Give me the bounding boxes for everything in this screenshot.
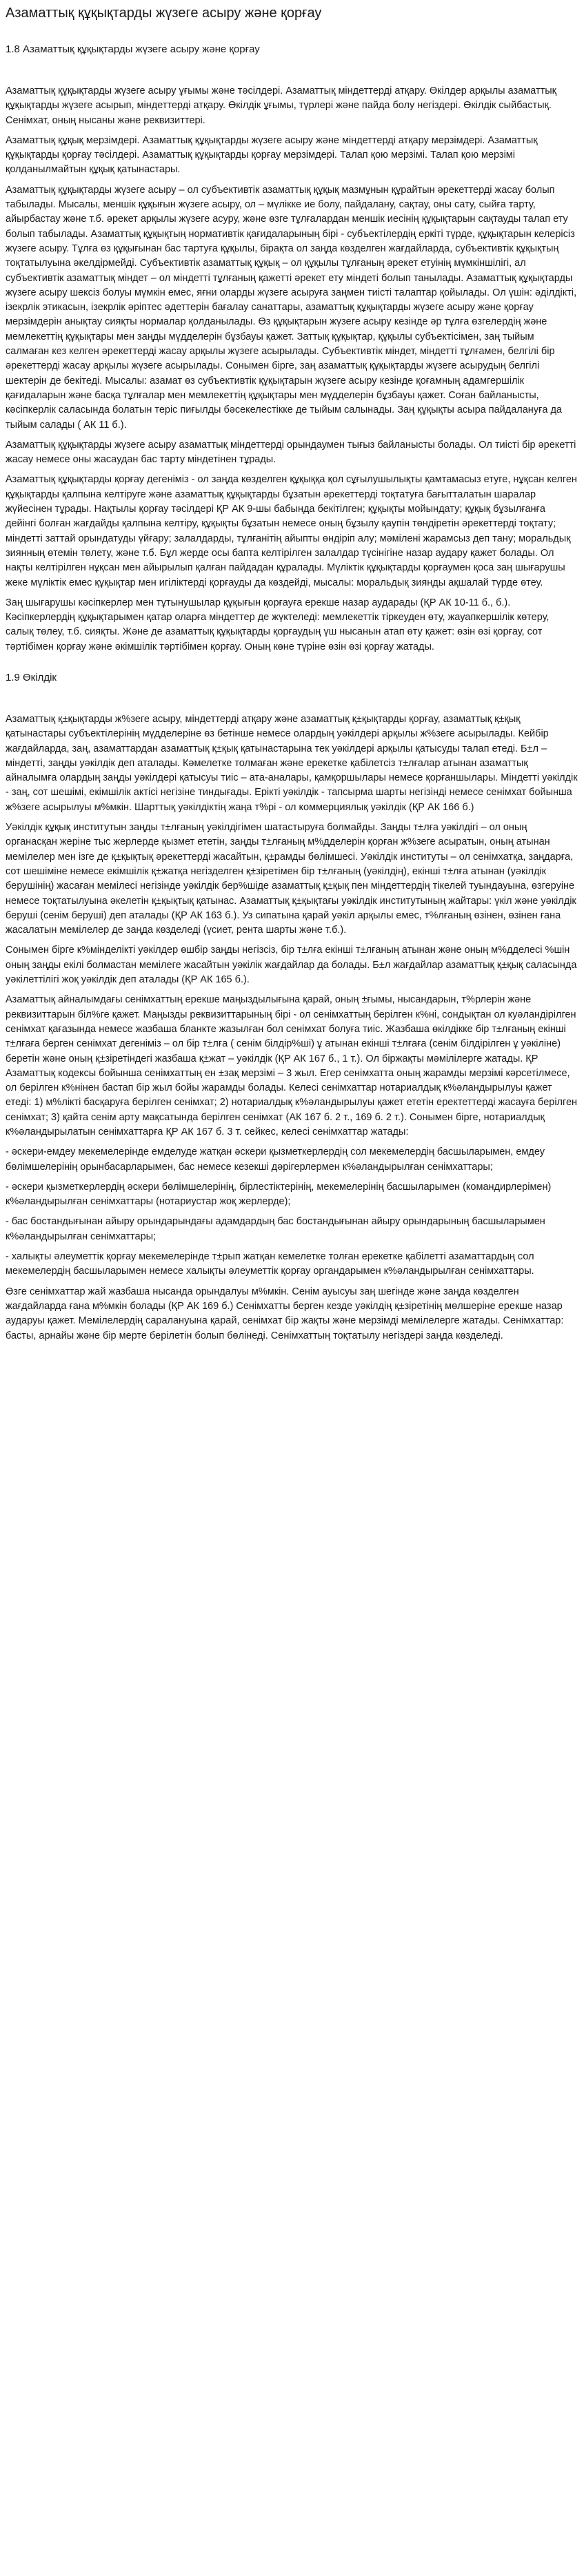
- list-item: - әскери-емдеу мекемелерінде емделуде жатқан әскери қызметкерлердің сол мекемелердің басшыларымен, емдеу бөлімшелерінің орынбасарларымен, бас немесе кезекші дәрігерлермен к%әландырылған сенімхаттары;: [6, 1146, 545, 1173]
- paragraph: Азаматтық қ±қықтарды ж%зеге асыру, міндеттерді атқару және азаматтық қ±қықтарды қорғау, азаматтық қ±қық қатынастары субъектілерінің мүдделеріне өз бетінше немесе олардың уәкілдері арқылы ж%зеге асырылады. Кейбір жағдайларда, заң, азаматтардан азаматтық қ±қық қатынастарына тек уәкілдері арқылы қатысуды талап етеді. Б±л – міндетті, заңды уәкілдік деп аталады. Кәмелетке толмаған және ерекетке қабілетсіз т±лғалар атынан азаматтық айналымға олардың заңды уәкілдері қатысуы тиіс – ата-аналары, қамқоршылары немесе қорғаншылары. Міндетті уәкілдік - заң, сот шешімі, екімшілік актісі негізіне тиндығады. Ерікті уәкілдік - тапсырма шарты негізінді немесе сенімхат бойынша ж%зеге асырылуы м%мкін. Шарттық уәкілдіктің жаңа т%рі - ол коммерциялық уәкілдік (ҚР АК 166 б.): [6, 713, 578, 813]
- list-item: - әскери қызметкерлердің әскери бөлімшелерінің, бірлестіктерінің, мекемелерінің басшыларымен (командирлерімен) к%әландырылған сенімхаттары (нотариустар жоқ жерлерде);: [6, 1181, 552, 1208]
- section-heading: 1.8 Азаматтық құқықтарды жүзеге асыру және қорғау: [6, 43, 260, 55]
- list-item: - бас бостандығынан айыру орындарындағы адамдардың бас бостандығынан айыру орындарының басшыларымен к%әландырылған сенімхаттары;: [6, 1216, 545, 1242]
- paragraph: Сонымен бірге к%мінделікті уәкілдер өшбір заңды негізсіз, бір т±лға екінші т±лғаның атынан және оның м%дделесі %шін оның заңды екілі болмастан мемілеге жасайтын уәкілік жағдайлар да болады. Б±л жағдайлар азаматтық қ±қық саласында уәкілеттілігі жоқ уәкілдік деп аталады (ҚР АК 165 б.).: [6, 945, 577, 986]
- list-item: - халықты әлеуметтік қорғау мекемелерінде т±рып жатқан кемелетке толған ерекетке қабілетті азаматтардың сол мекемелердің басшыларымен немесе халықты әлеуметтік қорғау органдарымен к%әландырылған сенімхаттары.: [6, 1251, 534, 1277]
- paragraph: Өзге сенімхаттар жай жазбаша нысанда орындалуы м%мкін. Сенім ауысуы заң шегінде және заңда көзделген жағдайларда ғана м%мкін болады (ҚР АК 169 б.) Сенімхатты берген кезде уәкілдің қ±зіретінің мөлшеріне ерекше назар аударуы қажет. Мемілелердің саралануына қарай, сенімхат бір жақты және мерзімді мемілелерге жатады. Сенімхаттар: басты, арнайы және бір мерте берілетін болып бөлінеді. Сенімхаттың тоқтатылу негіздері заңда көзделеді.: [6, 1286, 564, 1341]
- paragraph: Азаматтық құқық мерзімдері. Азаматтық құқықтарды жүзеге асыру және міндеттерді атқару мерзімдері. Азаматтық құқықтарды қорғау тәсілдері. Азаматтық құқықтарды қорғау мерзімдері. Талап қою мерзімі. Талап қою мерзімі қолданылмайтын құқық қатынастары.: [6, 134, 538, 176]
- paragraph: Заң шығарушы кәсіпкерлер мен тұтынушылар құқығын қорғауға ерекше назар аударады (ҚР АК 10-11 б., б.). Кәсіпкерлердің құқықтарымен қатар оларға міндеттер де жүктеледі: мемлекеттік тіркеуден өту, жауапкершілік көтеру, салық төлеу, т.б. сияқты. Және де азаматтық құқықтарды қорғаудың үш нысанын атап өту қажет: өзін өзі қорғау, сот тәртібімен қорғау және әкімшілік тәртібімен қорғау. Оның көне түріне өзін өзі қорғау жатады.: [6, 597, 550, 652]
- section-1-8: [6, 43, 578, 655]
- paragraph: Уәкілдік құқық институтын заңды т±лғаның уәкілдігімен шатастыруға болмайды. Заңды т±лға уәкілдігі – ол оның органасқан жеріне тыс жерлерде қызмет ететін, заңды т±лғаның м%дделерін қорған ж%зеге асыратын, оның атынан мемілелер мен ізге де қ±қықтық әрекеттерді жасайтын, қ±рамды бөлімшесі. Уәкілдік институты – ол сенімхатқа, заңдарға, сот шешіміне немесе екімшілік қ±жатқа негізделген қ±зіретімен бір т±лғаның (уәкілдің), екінші т±лға атынан (уәкілдік берушінің) жасаған мемілесі негізінде уәкілдік бер%шіде азаматтық қ±қық пен міндеттердің тікелей туындауына, өзгеруіне немесе тоқтатылуына әкелетін қ±қықтық қатынас. Азаматтық қ±қықтағы уәкілдік институтының жайтары: үкіл және уәкілдік беруші (сенім беруші) деп аталады (ҚР АК 163 б.). Уз сипатына қарай уәкіл арқылы емес, т%лғаның өзінен, өзінен ғана жасалатын мемілелер де заңда көзделеді (үсиет, рента шарты және т.б.).: [6, 822, 576, 936]
- paragraph: Азаматтық құқықтарды жүзеге асыру – ол субъективтік азаматтық құқық мазмұнын құрайтын әрекеттерді жасау болып табылады. Мысалы, меншік құқығын жүзеге асыру, ол – мүлікке ие болу, пайдалану, сақтау, оны сату, сыйға тарту, айырбастау және т.б. әрекет арқылы жүзеге асуру, және өзге тұлғалардан меншік иесінің құқықтарын сақтауды талап ету болып табылады. Азаматтық құқықтың нормативтік қағидаларының бірі - субъектілердің еркіті түрде, құқықтарын келерісіз жүзеге асыру. Тұлға өз құқығынан бас тартуға құқылы, бірақта ол заңда көзделген жағдайларда, субъективтік құқықтың тоқтатылуына әкелдірмейді. Субъективтік азаматтық құқық – ол құқылы тұлғаның әрекет етуінің мүмкіншілігі, ал субъективтік азаматтық міндет – ол міндетті тұлғаның қажетті әрекет ету міндеті болып танылады. Азаматтық құқықтарды жүзеге асыру шексіз болуы мүмкін емес, яғни оларды жүзеге асыруға заңмен тиісті талаптар қойылады. Ол үшін: әділдікті, ізекрлік этикасын, ізекрлік әріптес әдеттерін бағалау санаттары, азаматтық құқықтарды жүзеге асыру және қорғау мерзімдерін анықтау сияқты нормалар қолданылады. Өз құқықтарын жүзеге асыру кезінде әр тұлға өзгелердің және мемлекеттің құқықтары мен заңды мүдделерін бұзбауы қажет. Заттық құқықтар, құқылы субъектісімен, заң тыйым салмаған кез келген әрекеттерді жасау арқылы жүзеге асырылады. Субъективтік міндет, міндетті тұлғамен, белгілі бір әрекеттерді жасау арқылы жүзеге асырылады. Сонымен бірге, заң азаматтық құқықтарды жүзеге асырудың белгілі шектерін де бекітеді. Мысалы: азамат өз субъективтік құқықтарын жүзеге асыру кезінде қоғамның адамгершілік қағидаларын және басқа тұлғалар мен мемлекеттің құқықтары мен мүдделерін бұзбауы қажет. Соған байланысты, кәсіпкерлік саласында болатын теріс пиғылды бәсекелестікке де тыйым салынады. Заң құқықты асыра пайдалануға да тыйым салады ( АК 11 б.).: [6, 184, 577, 431]
- section-1-9: [6, 671, 578, 1343]
- section-heading: 1.9 Өкілдік: [6, 671, 57, 683]
- paragraph: Азаматтық құқықтарды қорғау дегеніміз - ол заңда көзделген құқыққа қол сұғылушылықты қамтамасыз етуге, нұқсан келген құқықтарды қалпына келтіруге және азаматтық құқықтарды бұзатын әрекеттерді тоқтатуға бағытталатын шаралар жүйесінен тұрады. Нақтылы қорғау тәсілдері ҚР АК 9-шы бабында бекітілген; құқықты мойындату; құқық бұзылғанға дейінгі болған жағдайды қалпына келтіру, құқықты бұзатын немесе оның бұзылу қаупін төндіретін әрекеттерді тоқтату; міндетті заттай орындатуды үйғару; залалдарды, тұлғанітің айыпты өндіріп алу; мәмілені жарамсыз деп тану; моральдық зиянның өтемін төлету, және т.б. Бұл жерде осы бапта келтірілген залалдар түсінігіне назар аудару қажет болады. Ол нақты келтірілген нұқсан мен айырылып қалған пайдадан құралады. Мүліктік құқықтарды қорғаумен қоса заң шығарушы жеке мүліктік емес құқықтар мен игіліктерді қорғауды да көздейді, мысалы: моральдық зиянды ақшалай түрде өтеу.: [6, 474, 577, 588]
- document-title: Азаматтық құқықтарды жүзеге асыру және қорғау: [6, 6, 322, 21]
- paragraph: Азаматтық құқықтарды жүзеге асыру азаматтық міндеттерді орындаумен тығыз байланысты болады. Ол тиісті бір әрекетті жасау немесе оны жасаудан бас тарту міндетінен тұрады.: [6, 439, 576, 466]
- paragraph: Азаматтық құқықтарды жүзеге асыру ұғымы және тәсілдері. Азаматтық міндеттерді атқару. Өкілдер арқылы азаматтық құқықтарды жүзеге асырып, міндеттерді атқару. Өкілдік ұғымы, түрлері және пайда болу негіздері. Өкілдік сыйбастық. Сенімхат, оның нысаны және реквизиттері.: [6, 85, 556, 126]
- paragraph: Азаматтық айналымдағы сенімхаттың ерекше маңыздылығына қарай, оның ±ғымы, нысандарын, т%рлерін және реквизиттарын біл%ге қажет. Маңызды реквизиттарының бірі - ол сенімхаттың берілген к%нi, сондықтан ол куәландірілген сенімхат қағазында немесе жазбаша бланкте жазылған бол сенімхат болуға тиіс. Жазбаша өкілдікке бір т±лғаның екінші т±лғаға берген сенімхат дегеніміз – ол бір т±лға ( сенім білдір%ші) ұ атынан екінші т±лғаға (сенім білдірілген ұ уәкіліне) беретін және оның қ±зіретіндегі жазбаша қ±жат – уәкілдік (ҚР АК 167 б., 1 т.). Ол біржақты мәмілілерге жатады. ҚР Азаматтық кодексы бойынша сенімхаттың ен ±зақ мерзімі – 3 жыл. Егер сенімхатта оның жарамды мерзімі кәрсетілмесе, ол берілген к%нінен бастап бір жыл бойы жарамды болады. Келесі сенімхаттар нотариалдық к%әландырылуы қажет етеді: 1) м%лікті басқаруға берілген сенімхат; 2) нотариалдық к%әландырылуы қажет ететін еректеттерді жасауға берілген сенімхат; 3) қайта сенім арту мақсатында берілген сенімхат (АК 167 б. 2 т., 169 б. 2 т.). Сонымен бірге, нотариалдық к%әландырылатын сенімхаттарға ҚР АК 167 б. 3 т. сейкес, келесі сенімхаттар жатады:: [6, 994, 578, 1137]
